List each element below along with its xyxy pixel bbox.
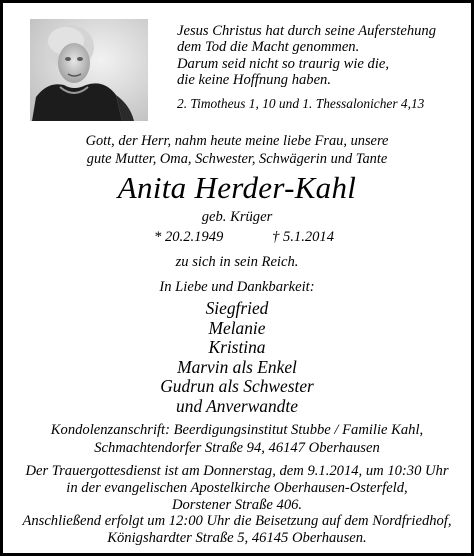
service-line: Dorstener Straße 406. — [171, 496, 303, 513]
deceased-name: Anita Herder-Kahl — [117, 170, 357, 205]
mourner-name: Gudrun als Schwester — [160, 376, 314, 397]
verse-reference: 2. Timotheus 1, 10 und 1. Thessalonicher 4,13 — [177, 96, 425, 111]
service-line: in der evangelischen Apostelkirche Oberhausen-Osterfeld, — [66, 479, 408, 496]
portrait-photo — [30, 19, 148, 121]
intro-text — [3, 132, 471, 168]
condolence-line: Kondolenzanschrift: Beerdigungsinstitut Stubbe / Familie Kahl, — [50, 422, 424, 438]
mourner-name: Marvin als Enkel — [177, 356, 297, 377]
verse-line: Darum seid nicht so traurig wie die, — [177, 55, 390, 72]
love-line: In Liebe und Dankbarkeit: — [159, 279, 315, 295]
mourner-name: Kristina — [208, 337, 266, 358]
mourners-list — [3, 299, 471, 417]
verse-line: Jesus Christus hat durch seine Auferstehung — [177, 23, 437, 39]
closing-line: zu sich in sein Reich. — [175, 254, 299, 270]
verse-line: dem Tod die Macht genommen. — [177, 39, 360, 56]
service-line: Königshardter Straße 5, 46145 Oberhausen. — [107, 530, 367, 547]
condolence-line: Schmachtendorfer Straße 94, 46147 Oberhausen — [94, 440, 380, 456]
mourner-name: und Anverwandte — [176, 395, 298, 416]
service-line: Anschließend erfolgt um 12:00 Uhr die Beisetzung auf dem Nordfriedhof, — [22, 513, 452, 530]
death-date: † 5.1.2014 — [272, 229, 335, 245]
mourner-name: Siegfried — [205, 298, 269, 318]
maiden-name: geb. Krüger — [201, 209, 273, 225]
birth-date: * 20.2.1949 — [154, 229, 224, 245]
verse-line: die keine Hoffnung haben. — [177, 72, 332, 89]
intro-line: gute Mutter, Oma, Schwester, Schwägerin und Tante — [86, 151, 388, 167]
service-details — [3, 463, 471, 547]
condolence-address — [3, 421, 471, 457]
service-line: Der Trauergottesdienst ist am Donnerstag, dem 9.1.2014, um 10:30 Uhr — [25, 463, 449, 479]
intro-line: Gott, der Herr, nahm heute meine liebe Frau, unsere — [85, 133, 389, 149]
bible-verse — [177, 23, 436, 89]
mourner-name: Melanie — [208, 317, 266, 338]
